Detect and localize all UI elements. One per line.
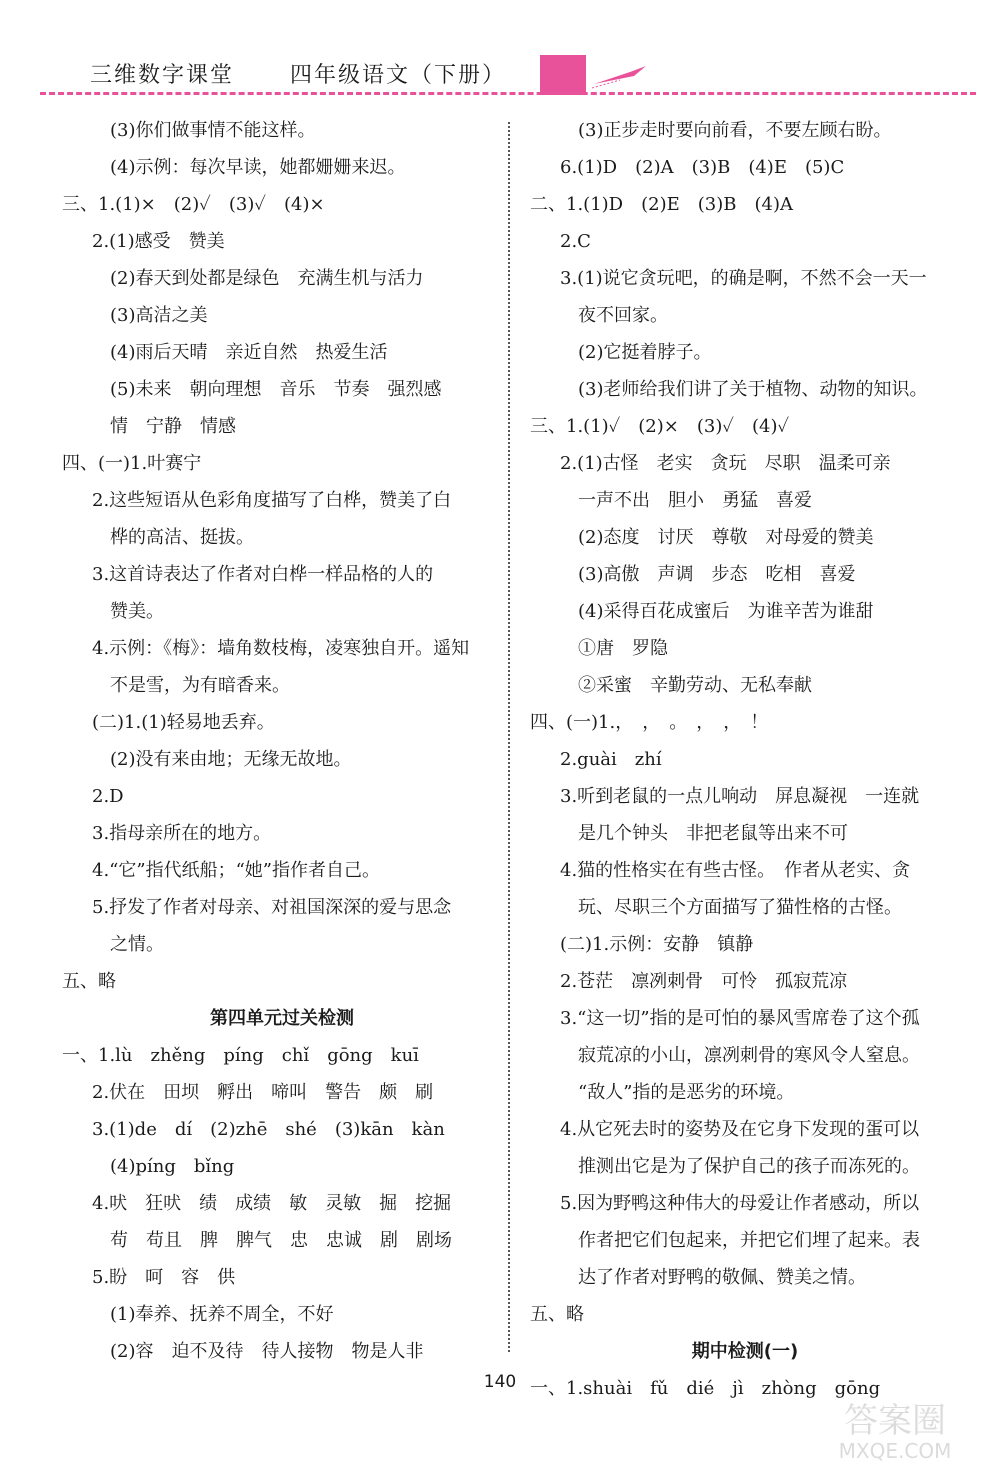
answer-line: 2.苍茫 凛冽刺骨 可怜 孤寂荒凉 [560,971,848,992]
answer-line: 5.盼 呵 容 供 [92,1267,236,1288]
answer-line: 3.“这一切”指的是可怕的暴风雪席卷了这个孤 [560,1008,920,1029]
answer-line: 作者把它们包起来，并把它们埋了起来。表 [578,1230,920,1251]
page-number: 140 [483,1372,517,1392]
left-column [62,112,502,1370]
right-column [530,112,960,1407]
answer-line: (3)老师给我们讲了关于植物、动物的知识。 [578,379,928,400]
answer-line: 四、(一)1.叶赛宁 [62,453,202,474]
answer-line: 3.这首诗表达了作者对白桦一样品格的人的 [92,564,434,585]
series-title: 三维数字课堂 [90,63,235,88]
answer-line: (3)正步走时要向前看，不要左顾右盼。 [578,120,892,141]
answer-line: 一声不出 胆小 勇猛 喜爱 [578,490,812,511]
answer-line: “敌人”指的是恶劣的环境。 [578,1082,795,1103]
answer-line: 玩、尽职三个方面描写了猫性格的古怪。 [578,897,902,918]
answer-line: 三、1.(1)× (2)✓ (3)✓ (4)× [62,194,325,215]
answer-line: 五、略 [530,1304,584,1325]
answer-line: 2.C [560,231,591,252]
section-heading: 期中检测(一) [691,1341,799,1362]
answer-line: 4.示例：《梅》：墙角数枝梅，凌寒独自开。遥知 [92,638,470,659]
watermark-url: MXQE.COM [838,1439,952,1463]
answer-line: (二)1.示例：安静 镇静 [560,934,754,955]
answer-line: ②采蜜 辛勤劳动、无私奉献 [578,675,812,696]
header-divider [40,92,976,95]
answer-line: 2.伏在 田坝 孵出 啼叫 警告 颇 刷 [92,1082,434,1103]
column-divider [508,122,510,1352]
answer-line: (3)你们做事情不能这样。 [110,120,316,141]
answer-line: 2.(1)古怪 老实 贪玩 尽职 温柔可亲 [560,453,891,474]
answer-line: 桦的高洁、挺拔。 [110,527,254,548]
answer-line: (2)没有来由地；无缘无故地。 [110,749,352,770]
answer-line: ①唐 罗隐 [578,638,668,659]
answer-line: (2)态度 讨厌 尊敬 对母爱的赞美 [578,527,874,548]
section-heading: 第四单元过关检测 [210,1008,354,1029]
book-title: 四年级语文（下册） [290,63,507,88]
answer-line: 不是雪，为有暗香来。 [110,675,290,696]
answer-line: (5)未来 朝向理想 音乐 节奏 强烈感 [110,379,442,400]
page-header [0,0,1000,110]
answer-line: (3)高洁之美 [110,305,208,326]
answer-line: 二、1.(1)D (2)E (3)B (4)A [530,194,793,215]
answer-line: 一、1.shuài fǔ dié jì zhòng gōng [530,1378,881,1399]
answer-line: (2)容 迫不及待 待人接物 物是人非 [110,1341,424,1362]
answer-line: 情 宁静 情感 [110,416,236,437]
answer-line: 之情。 [110,934,164,955]
answer-line: 四、(一)1.， ， 。 ， ， ！ [530,712,769,733]
answer-line: 4.从它死去时的姿势及在它身下发现的蛋可以 [560,1119,920,1140]
answer-line: 2.这些短语从色彩角度描写了白桦，赞美了白 [92,490,452,511]
watermark-logo [820,1392,970,1464]
answer-line: 4.“它”指代纸船；“她”指作者自己。 [92,860,380,881]
answer-line: 夜不回家。 [578,305,668,326]
answer-line: 5.因为野鸭这种伟大的母爱让作者感动，所以 [560,1193,920,1214]
answer-line: 苟 苟且 脾 脾气 忠 忠诚 剧 剧场 [110,1230,452,1251]
answer-line: 寂荒凉的小山，凛冽刺骨的寒风令人窒息。 [578,1045,920,1066]
answer-line: 4.吠 狂吠 绩 成绩 敏 灵敏 掘 挖掘 [92,1193,452,1214]
answer-line: (二)1.(1)轻易地丢弃。 [92,712,275,733]
answer-line: 是几个钟头 非把老鼠等出来不可 [578,823,848,844]
answer-line: (1)奉养、抚养不周全，不好 [110,1304,334,1325]
answer-line: 3.(1)说它贪玩吧，的确是啊，不然不会一天一 [560,268,927,289]
answer-line: (2)春天到处都是绿色 充满生机与活力 [110,268,424,289]
answer-line: (4)雨后天晴 亲近自然 热爱生活 [110,342,388,363]
answer-line: 推测出它是为了保护自己的孩子而冻死的。 [578,1156,920,1177]
rocket-icon [590,62,650,92]
answer-line: 3.指母亲所在的地方。 [92,823,272,844]
answer-line: 5.抒发了作者对母亲、对祖国深深的爱与思念 [92,897,452,918]
answer-line: 2.guài zhí [560,749,662,770]
header-decoration-box [540,55,586,95]
answer-line: 达了作者对野鸭的敬佩、赞美之情。 [578,1267,866,1288]
answer-line: (4)采得百花成蜜后 为谁辛苦为谁甜 [578,601,874,622]
answer-line: 4.猫的性格实在有些古怪。 作者从老实、贪 [560,860,911,881]
answer-line: (4)示例：每次早读，她都姗姗来迟。 [110,157,406,178]
answer-line: 2.(1)感受 赞美 [92,231,225,252]
answer-line: 赞美。 [110,601,164,622]
answer-line: 3.(1)de dí (2)zhē shé (3)kān kàn [92,1119,445,1140]
answer-line: (3)高傲 声调 步态 吃相 喜爱 [578,564,856,585]
answer-line: 三、1.(1)✓ (2)× (3)✓ (4)✓ [530,416,790,437]
answer-line: 五、略 [62,971,116,992]
answer-line: 3.听到老鼠的一点儿响动 屏息凝视 一连就 [560,786,920,807]
answer-line: (2)它挺着脖子。 [578,342,712,363]
answer-line: 一、1.lù zhěng píng chǐ gōng kuī [62,1045,419,1066]
watermark-text: 答案圈 [844,1401,946,1441]
answer-line: 2.D [92,786,124,807]
answer-line: 6.(1)D (2)A (3)B (4)E (5)C [560,157,845,178]
answer-line: (4)píng bǐng [110,1156,235,1177]
